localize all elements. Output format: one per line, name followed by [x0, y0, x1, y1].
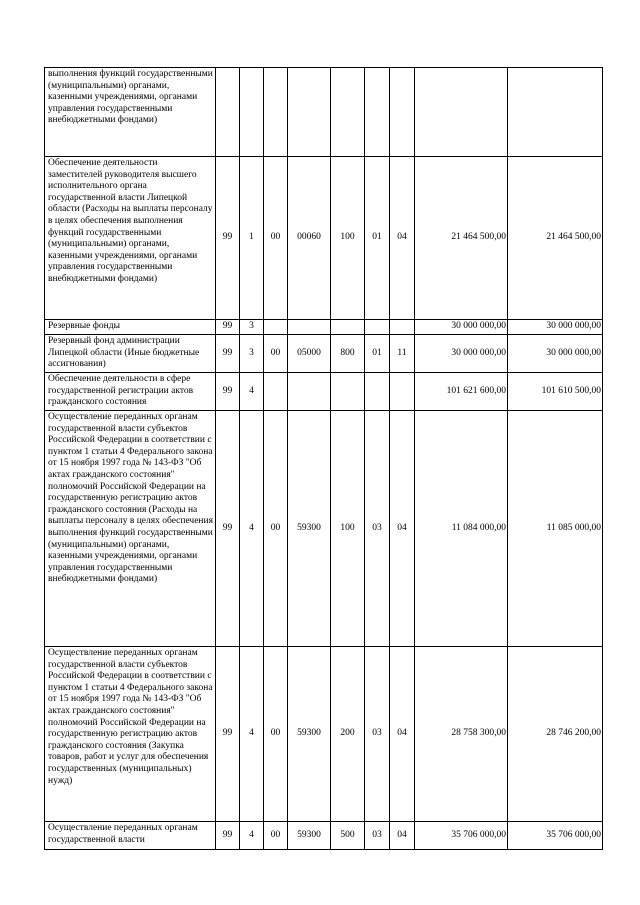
cell-c5: 100: [331, 157, 365, 320]
cell-amount-1: 30 000 000,00: [415, 335, 508, 373]
cell-c5: [331, 373, 365, 411]
row-name: Осуществление переданных органам государственной власти субъектов Российской Федерации в соответствии с пунктом 1 статьи 4 Федерального закона от 15 ноября 1997 года № 143-ФЗ "Об актах гражданского состояния" полномочий Российской Федерации на государственную регистрацию актов гражданского состояния (Закупка товаров, работ и услуг для обеспечения государственных (муниципальных) нужд): [45, 647, 216, 822]
cell-c1: 99: [216, 320, 240, 335]
table-row: [45, 320, 603, 335]
row-name: Резервный фонд администрации Липецкой области (Иные бюджетные ассигнования): [45, 335, 216, 373]
cell-c7: 04: [390, 647, 415, 822]
cell-amount-1: 30 000 000,00: [415, 320, 508, 335]
cell-c3: 00: [264, 411, 288, 647]
cell-amount-2: [508, 68, 603, 157]
cell-c5: 100: [331, 411, 365, 647]
cell-c3: 00: [264, 647, 288, 822]
cell-c6: [365, 320, 390, 335]
cell-c4: [288, 373, 331, 411]
cell-c5: [331, 68, 365, 157]
table-row: [45, 647, 603, 822]
cell-c6: 01: [365, 157, 390, 320]
cell-amount-2: 21 464 500,00: [508, 157, 603, 320]
cell-c3: 00: [264, 157, 288, 320]
cell-c1: 99: [216, 411, 240, 647]
cell-c7: 04: [390, 822, 415, 850]
cell-amount-2: 11 085 000,00: [508, 411, 603, 647]
table-row: [45, 335, 603, 373]
cell-amount-1: 11 084 000,00: [415, 411, 508, 647]
cell-c2: 3: [240, 335, 264, 373]
cell-c4: 59300: [288, 647, 331, 822]
cell-amount-2: 101 610 500,00: [508, 373, 603, 411]
table-row: [45, 411, 603, 647]
cell-c5: 200: [331, 647, 365, 822]
cell-amount-2: 35 706 000,00: [508, 822, 603, 850]
cell-c6: 03: [365, 411, 390, 647]
cell-c3: [264, 68, 288, 157]
cell-c1: 99: [216, 335, 240, 373]
cell-c3: [264, 373, 288, 411]
cell-amount-2: 28 746 200,00: [508, 647, 603, 822]
cell-c7: [390, 373, 415, 411]
cell-c1: 99: [216, 822, 240, 850]
budget-table: [44, 67, 603, 850]
cell-c3: [264, 320, 288, 335]
cell-c7: 04: [390, 411, 415, 647]
cell-c3: 00: [264, 822, 288, 850]
cell-c5: 800: [331, 335, 365, 373]
cell-c4: [288, 68, 331, 157]
row-name: Обеспечение деятельности в сфере государственной регистрации актов гражданского состояния: [45, 373, 216, 411]
cell-c6: [365, 373, 390, 411]
cell-amount-2: 30 000 000,00: [508, 335, 603, 373]
row-name: выполнения функций государственными (муниципальными) органами, казенными учреждениями, органами управления государственными внебюджетными фондами): [45, 68, 216, 157]
cell-c1: 99: [216, 647, 240, 822]
cell-c2: 4: [240, 411, 264, 647]
cell-c6: 01: [365, 335, 390, 373]
cell-c2: 4: [240, 647, 264, 822]
table-row: [45, 157, 603, 320]
cell-c2: 4: [240, 822, 264, 850]
cell-c4: [288, 320, 331, 335]
cell-c7: [390, 320, 415, 335]
cell-c6: 03: [365, 647, 390, 822]
cell-amount-1: 28 758 300,00: [415, 647, 508, 822]
table-row: [45, 68, 603, 157]
cell-amount-2: 30 000 000,00: [508, 320, 603, 335]
cell-c2: 1: [240, 157, 264, 320]
cell-c4: 00060: [288, 157, 331, 320]
cell-amount-1: 101 621 600,00: [415, 373, 508, 411]
cell-amount-1: 35 706 000,00: [415, 822, 508, 850]
cell-c6: 03: [365, 822, 390, 850]
cell-c2: 4: [240, 373, 264, 411]
cell-c4: 05000: [288, 335, 331, 373]
row-name: Обеспечение деятельности заместителей руководителя высшего исполнительного органа государственной власти Липецкой области (Расходы на выплаты персоналу в целях обеспечения выполнения функций государственными (муниципальными) органами, казенными учреждениями, органами управления государственными внебюджетными фондами): [45, 157, 216, 320]
row-name: Осуществление переданных органам государственной власти субъектов Российской Федерации в соответствии с пунктом 1 статьи 4 Федерального закона от 15 ноября 1997 года № 143-ФЗ "Об актах гражданского состояния" полномочий Российской Федерации на государственную регистрацию актов гражданского состояния (Расходы на выплаты персоналу в целях обеспечения выполнения функций государственными (муниципальными) органами, казенными учреждениями, органами управления государственными внебюджетными фондами): [45, 411, 216, 647]
cell-amount-1: [415, 68, 508, 157]
cell-c5: [331, 320, 365, 335]
cell-c3: 00: [264, 335, 288, 373]
cell-c7: [390, 68, 415, 157]
cell-c1: 99: [216, 373, 240, 411]
cell-c1: 99: [216, 157, 240, 320]
cell-c2: [240, 68, 264, 157]
cell-c7: 04: [390, 157, 415, 320]
cell-c4: 59300: [288, 822, 331, 850]
cell-c4: 59300: [288, 411, 331, 647]
table-row: [45, 822, 603, 850]
cell-c6: [365, 68, 390, 157]
table-row: [45, 373, 603, 411]
row-name: Резервные фонды: [45, 320, 216, 335]
cell-c5: 500: [331, 822, 365, 850]
cell-c7: 11: [390, 335, 415, 373]
cell-c2: 3: [240, 320, 264, 335]
row-name: Осуществление переданных органам государственной власти: [45, 822, 216, 850]
cell-amount-1: 21 464 500,00: [415, 157, 508, 320]
cell-c1: [216, 68, 240, 157]
